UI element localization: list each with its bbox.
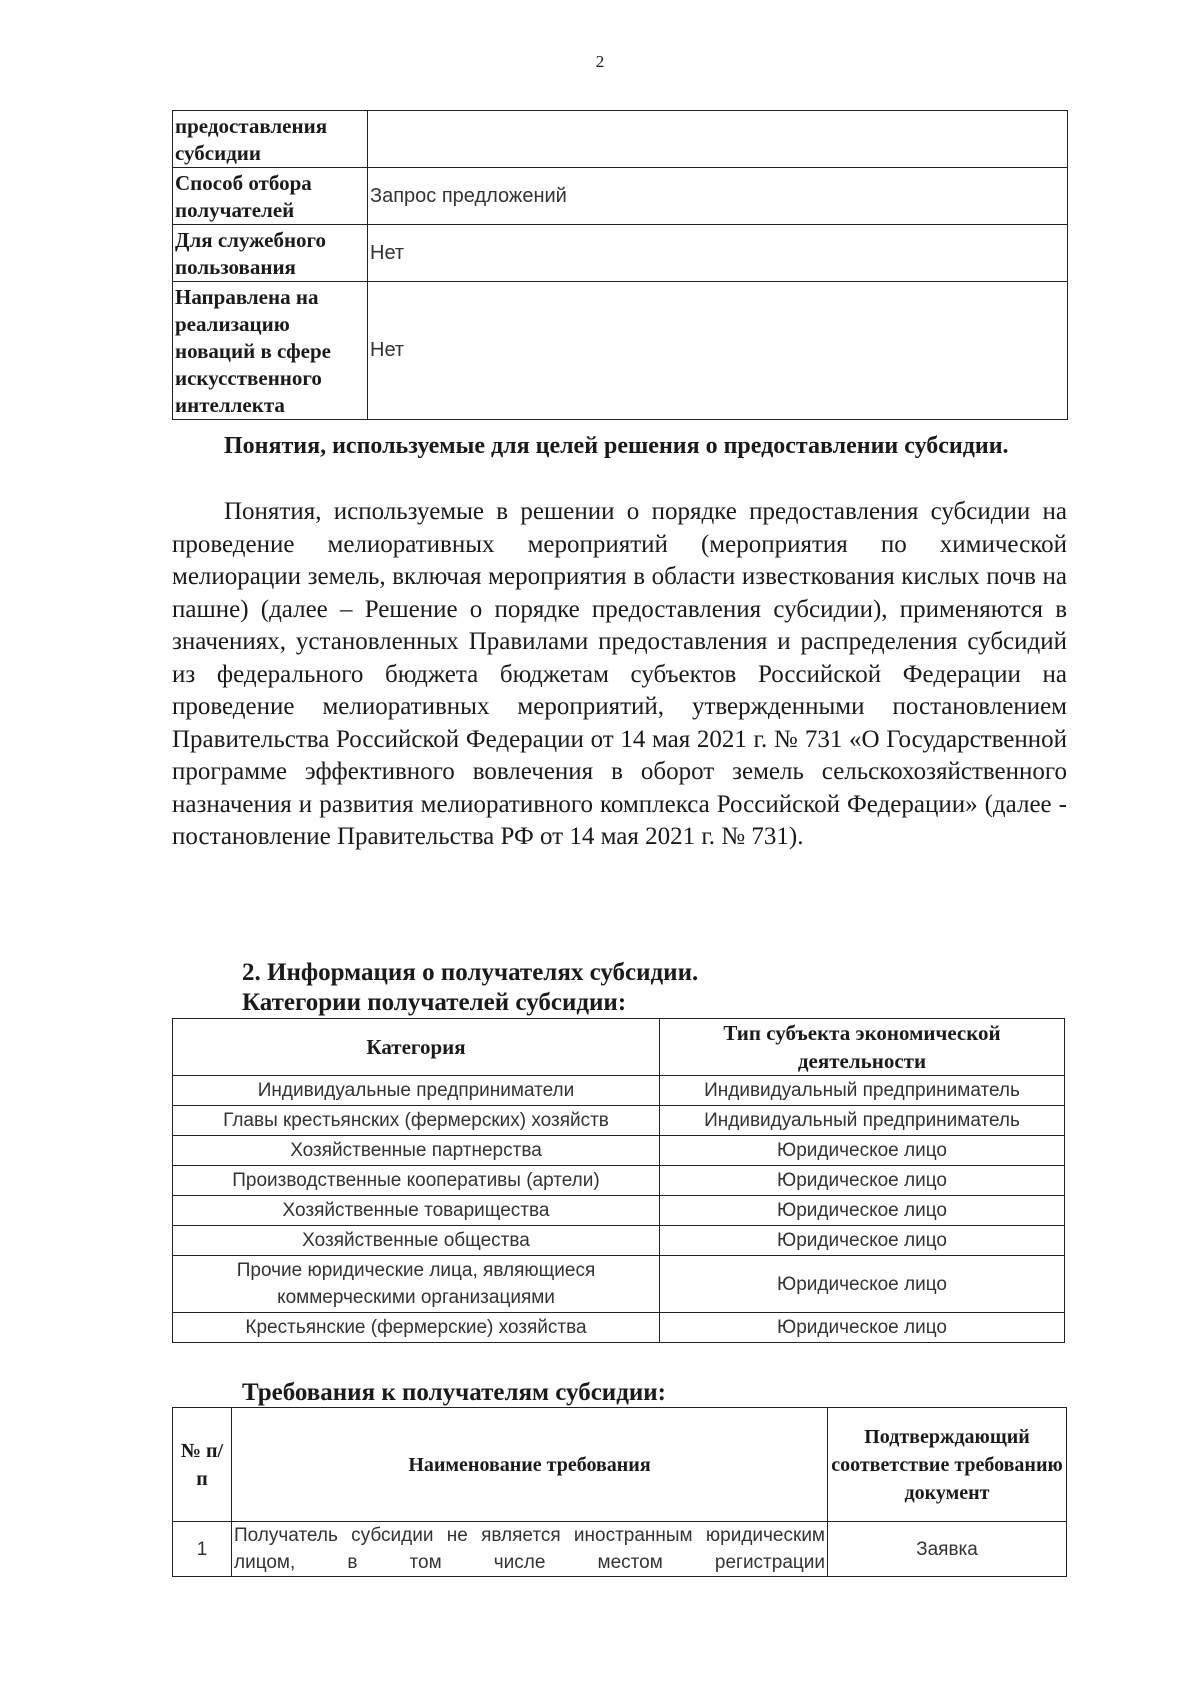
table-row — [173, 168, 1068, 225]
type-cell: Юридическое лицо — [660, 1196, 1065, 1226]
requirement-name: Получатель субсидии не является иностранным юридическим лицом, в том числе местом регистрации — [232, 1522, 828, 1577]
row-label: предоставления субсидии — [173, 111, 368, 168]
table-row — [173, 1196, 1065, 1226]
categories-title: Категории получателей субсидии: — [242, 989, 627, 1016]
table-row — [173, 1106, 1065, 1136]
row-value: Нет — [368, 225, 1068, 282]
concepts-heading — [172, 430, 1067, 462]
table-row — [173, 1226, 1065, 1256]
row-value — [368, 111, 1068, 168]
table-row — [173, 225, 1068, 282]
requirement-document: Заявка — [828, 1522, 1067, 1577]
categories-table — [172, 1018, 1065, 1343]
category-cell: Производственные кооперативы (артели) — [173, 1166, 660, 1196]
table-row — [173, 1313, 1065, 1343]
type-cell: Индивидуальный предприниматель — [660, 1076, 1065, 1106]
table-row — [173, 1076, 1065, 1106]
table-row — [173, 1166, 1065, 1196]
category-cell: Прочие юридические лица, являющиеся коммерческими организациями — [173, 1256, 660, 1313]
table-row — [173, 111, 1068, 168]
column-header-type: Тип субъекта экономической деятельности — [660, 1019, 1065, 1076]
type-cell: Юридическое лицо — [660, 1166, 1065, 1196]
type-cell: Юридическое лицо — [660, 1226, 1065, 1256]
column-header-number: № п/п — [173, 1408, 232, 1522]
concepts-heading-text: Понятия, используемые для целей решения о предоставлении субсидии. — [224, 433, 1009, 459]
category-cell: Хозяйственные общества — [173, 1226, 660, 1256]
requirements-table — [172, 1407, 1067, 1577]
type-cell: Юридическое лицо — [660, 1136, 1065, 1166]
table-header-row — [173, 1408, 1067, 1522]
column-header-requirement: Наименование требования — [232, 1408, 828, 1522]
table-row — [173, 282, 1068, 420]
row-label: Направлена на реализацию новаций в сфере искусственного интеллекта — [173, 282, 368, 420]
concepts-paragraph: Понятия, используемые в решении о порядке предоставления субсидии на проведение мелиоративных мероприятий (мероприятия по химической мелиорации земель, включая мероприятия в области известкования кислых почв на пашне) (далее – Решение о порядке предоставления субсидии), применяются в значениях, установленных Правилами предоставления и распределения субсидий из федерального бюджета бюджетам субъектов Российской Федерации на проведение мелиоративных мероприятий, утвержденными постановлением Правительства Российской Федерации от 14 мая 2021 г. № 731 «О Государственной программе эффективного вовлечения в оборот земель сельскохозяйственного назначения и развития мелиоративного комплекса Российской Федерации» (далее - постановление Правительства РФ от 14 мая 2021 г. № 731). — [172, 498, 1067, 850]
subsidy-info-table — [172, 110, 1068, 420]
category-cell: Крестьянские (фермерские) хозяйства — [173, 1313, 660, 1343]
requirements-title: Требования к получателям субсидии: — [242, 1379, 666, 1406]
row-label: Для служебного пользования — [173, 225, 368, 282]
table-row — [173, 1256, 1065, 1313]
column-header-category: Категория — [173, 1019, 660, 1076]
table-row — [173, 1136, 1065, 1166]
column-header-document: Подтверждающий соответствие требованию документ — [828, 1408, 1067, 1522]
type-cell: Индивидуальный предприниматель — [660, 1106, 1065, 1136]
category-cell: Индивидуальные предприниматели — [173, 1076, 660, 1106]
category-cell: Хозяйственные товарищества — [173, 1196, 660, 1226]
category-cell: Главы крестьянских (фермерских) хозяйств — [173, 1106, 660, 1136]
category-cell: Хозяйственные партнерства — [173, 1136, 660, 1166]
section-title: 2. Информация о получателях субсидии. — [242, 959, 699, 986]
requirement-number: 1 — [173, 1522, 232, 1577]
type-cell: Юридическое лицо — [660, 1313, 1065, 1343]
table-row — [173, 1522, 1067, 1577]
row-value: Нет — [368, 282, 1068, 420]
page-number: 2 — [595, 52, 605, 71]
row-value: Запрос предложений — [368, 168, 1068, 225]
table-header-row — [173, 1019, 1065, 1076]
type-cell: Юридическое лицо — [660, 1256, 1065, 1313]
row-label: Способ отбора получателей — [173, 168, 368, 225]
